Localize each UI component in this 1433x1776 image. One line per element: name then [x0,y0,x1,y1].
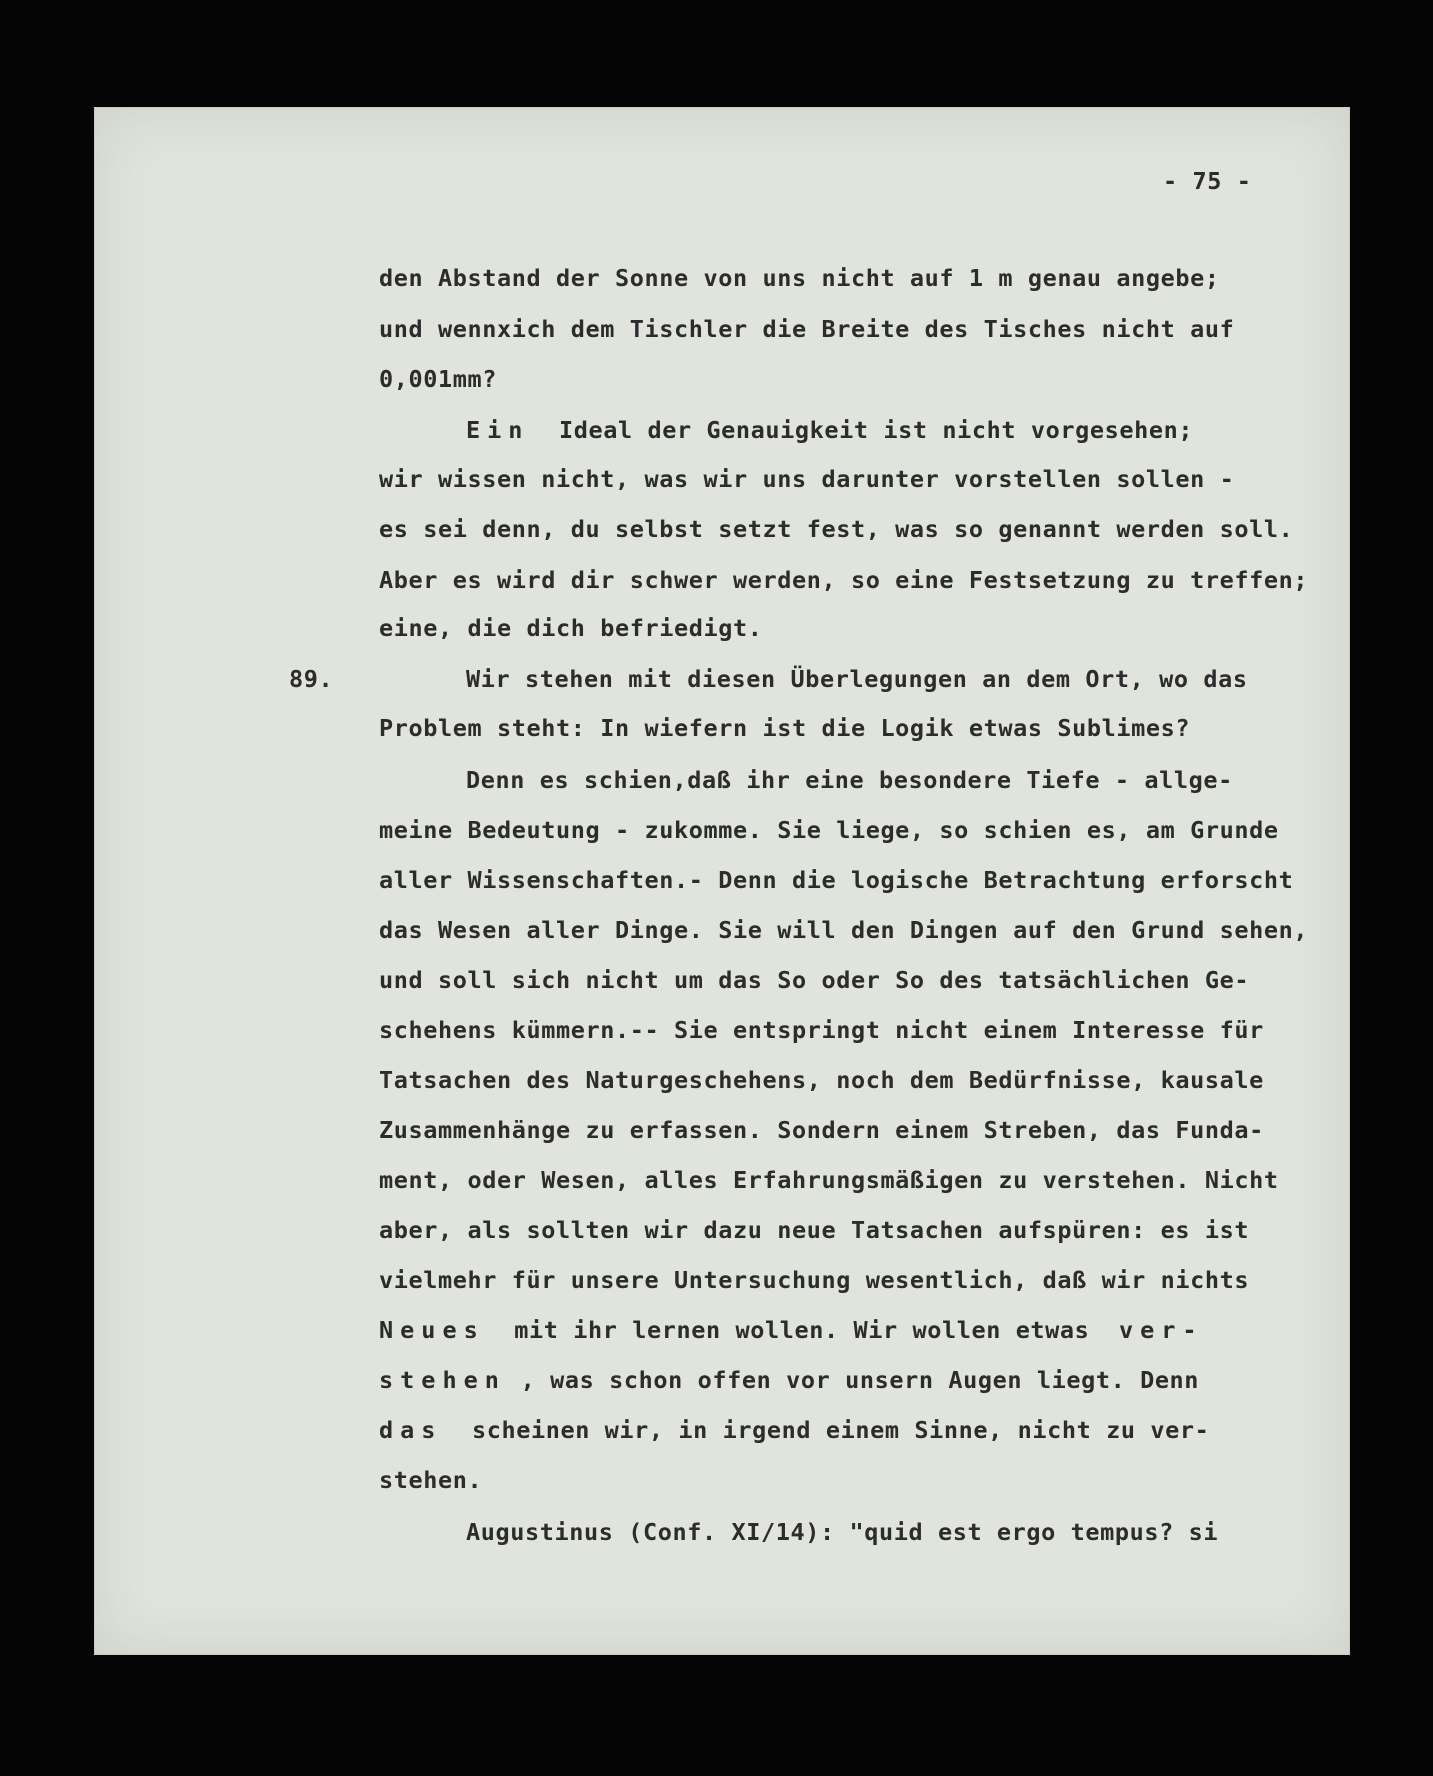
spaced-word: ver- [1118,1316,1204,1344]
text-line: das Wesen aller Dinge. Sie will den Dingen auf den Grund sehen, [379,916,1309,944]
text-line: aller Wissenschaften.- Denn die logische Betrachtung erforscht [379,866,1294,894]
spaced-word: Ein [466,416,530,444]
text-line [466,414,1193,446]
text-line: vielmehr für unsere Untersuchung wesentlich, daß wir nichts [379,1266,1250,1294]
spaced-word: das [379,1416,443,1444]
text-line: meine Bedeutung - zukomme. Sie liege, so schien es, am Grunde [379,816,1279,844]
text-fragment: scheinen wir, in irgend einem Sinne, nicht zu ver- [471,1416,1210,1444]
text-line: schehens kümmern.-- Sie entspringt nicht einem Interesse für [379,1016,1264,1044]
spaced-word: stehen [379,1366,506,1394]
text-line: 0,001mm? [379,365,497,393]
text-line: wir wissen nicht, was wir uns darunter vorstellen sollen - [379,465,1235,493]
text-line: Tatsachen des Naturgeschehens, noch dem Bedürfnisse, kausale [379,1066,1264,1094]
text-line: Augustinus (Conf. XI/14): "quid est ergo tempus? si [466,1518,1219,1546]
text-line: Zusammenhänge zu erfassen. Sondern einem Streben, das Funda- [379,1116,1264,1144]
text-line: den Abstand der Sonne von uns nicht auf 1 m genau angebe; [379,264,1220,292]
text-line: Problem steht: In wiefern ist die Logik etwas Sublimes? [379,714,1191,742]
text-line: aber, als sollten wir dazu neue Tatsachen aufspüren: es ist [379,1216,1250,1244]
text-line [379,1314,1204,1346]
spaced-word: Neues [379,1316,485,1344]
page-number: - 75 - [1163,167,1252,195]
text-line: ment, oder Wesen, alles Erfahrungsmäßigen zu verstehen. Nicht [379,1166,1279,1194]
text-line: eine, die dich befriedigt. [379,614,763,642]
text-line: stehen. [379,1466,483,1494]
text-line: Wir stehen mit diesen Überlegungen an dem Ort, wo das [466,665,1248,693]
text-line: Aber es wird dir schwer werden, so eine Festsetzung zu treffen; [379,566,1309,594]
text-fragment: Ideal der Genauigkeit ist nicht vorgesehen; [558,416,1194,444]
text-fragment: mit ihr lernen wollen. Wir wollen etwas [514,1316,1090,1344]
text-line [379,1364,1199,1396]
text-line: und wennxich dem Tischler die Breite des Tisches nicht auf [379,315,1235,343]
text-line [379,1414,1209,1446]
text-line: und soll sich nicht um das So oder So des tatsächlichen Ge- [379,966,1250,994]
text-line: es sei denn, du selbst setzt fest, was so genannt werden soll. [379,515,1294,543]
section-number: 89. [289,665,334,693]
text-fragment: , was schon offen vor unsern Augen liegt. Denn [520,1366,1200,1394]
text-line: Denn es schien,daß ihr eine besondere Tiefe - allge- [466,766,1233,794]
